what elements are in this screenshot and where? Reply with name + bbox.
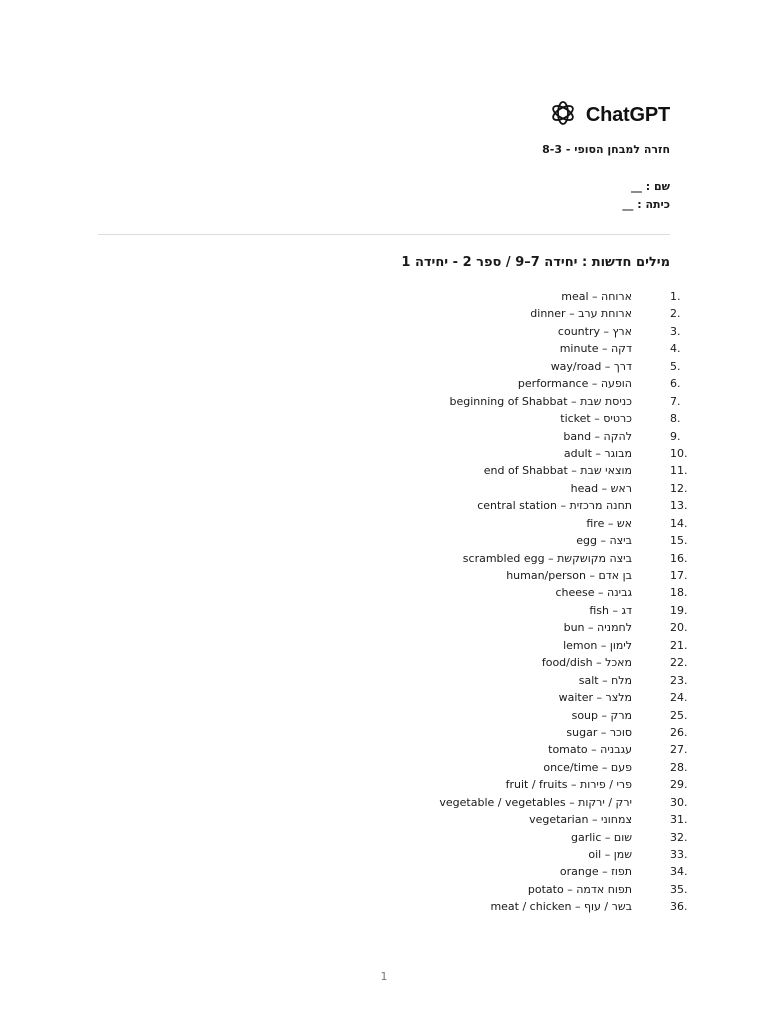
list-item-text: גבינה – cheese xyxy=(555,586,632,600)
list-item xyxy=(358,305,698,322)
list-item-number: 31. xyxy=(670,813,688,827)
list-item-text: סוכר – sugar xyxy=(566,725,632,739)
list-item-text: מרק – soup xyxy=(571,708,632,722)
list-item-number: 26. xyxy=(670,725,688,739)
list-item-text: ארוחת ערב – dinner xyxy=(530,307,632,321)
list-item-number: 9. xyxy=(670,429,681,443)
list-item xyxy=(358,863,698,880)
list-item-text: ביצה – egg xyxy=(576,534,632,548)
list-item xyxy=(358,340,698,357)
list-item xyxy=(358,759,698,776)
list-item xyxy=(358,619,698,636)
list-item-number: 30. xyxy=(670,795,688,809)
list-item xyxy=(358,445,698,462)
list-item-text: לחמניה – bun xyxy=(563,621,632,635)
list-item-text: מוצאי שבת – end of Shabbat xyxy=(483,464,632,478)
list-item-number: 25. xyxy=(670,708,688,722)
list-item-number: 4. xyxy=(670,342,681,356)
list-item-number: 22. xyxy=(670,656,688,670)
list-item-number: 10. xyxy=(670,446,688,460)
list-item-text: דרך – way/road xyxy=(550,359,632,373)
list-item-number: 24. xyxy=(670,691,688,705)
list-item xyxy=(358,428,698,445)
list-item xyxy=(358,741,698,758)
list-item-number: 17. xyxy=(670,569,688,582)
list-item-text: פעם – once/time xyxy=(543,760,632,774)
list-item-text: בן אדם – human/person xyxy=(506,569,632,582)
list-item-number: 6. xyxy=(670,377,681,391)
chatgpt-logo xyxy=(549,99,670,131)
list-item xyxy=(358,532,698,549)
list-item xyxy=(358,898,698,915)
list-item xyxy=(358,689,698,706)
list-item-number: 16. xyxy=(670,551,688,565)
list-item-text: ביצה מקושקשת – scrambled egg xyxy=(462,551,632,565)
list-item-text: כניסת שבת – beginning of Shabbat xyxy=(449,394,632,408)
openai-logo-icon xyxy=(549,99,577,131)
list-item-text: מבוגר – adult xyxy=(563,446,632,460)
list-item-number: 29. xyxy=(670,778,688,792)
list-item-text: דקה – minute xyxy=(559,342,632,356)
list-item xyxy=(358,410,698,427)
list-item-number: 13. xyxy=(670,499,688,513)
list-item-text: לימון – lemon xyxy=(563,638,632,652)
list-item-number: 5. xyxy=(670,359,681,373)
list-item xyxy=(358,497,698,514)
list-item xyxy=(358,515,698,532)
list-item-text: מאכל – food/dish xyxy=(541,656,632,670)
list-item-number: 21. xyxy=(670,638,688,652)
list-item xyxy=(358,637,698,654)
vocabulary-list xyxy=(358,288,698,916)
list-item xyxy=(358,567,698,584)
list-item-text: ירק / ירקות – vegetable / vegetables xyxy=(439,795,632,809)
list-item-text: פרי / פירות – fruit / fruits xyxy=(505,778,632,792)
list-item-text: עגבניה – tomato xyxy=(548,743,632,757)
list-item-number: 7. xyxy=(670,394,681,408)
list-item-number: 33. xyxy=(670,848,688,861)
brand-name: ChatGPT xyxy=(585,103,670,126)
list-item xyxy=(358,654,698,671)
class-field: כיתה : __ xyxy=(622,198,670,211)
list-item xyxy=(358,550,698,567)
list-item-text: בשר / עוף – meat / chicken xyxy=(490,900,632,914)
list-item xyxy=(358,724,698,741)
list-item-text: תפוז – orange xyxy=(559,865,632,879)
list-item-number: 19. xyxy=(670,603,688,617)
list-item-number: 1. xyxy=(670,290,681,303)
list-item-text: צמחוני – vegetarian xyxy=(529,813,632,827)
list-item xyxy=(358,358,698,375)
list-item-number: 34. xyxy=(670,865,688,879)
list-item-number: 8. xyxy=(670,412,681,426)
list-item xyxy=(358,811,698,828)
list-item xyxy=(358,672,698,689)
list-item xyxy=(358,323,698,340)
list-item xyxy=(358,462,698,479)
list-item-number: 11. xyxy=(670,464,688,478)
list-item-text: שום – garlic xyxy=(571,830,632,844)
divider xyxy=(98,234,670,235)
list-item-number: 18. xyxy=(670,586,688,600)
list-item xyxy=(358,776,698,793)
list-item-text: שמן – oil xyxy=(588,848,632,861)
list-item xyxy=(358,375,698,392)
list-item-number: 14. xyxy=(670,516,688,530)
list-item-text: תחנה מרכזית – central station xyxy=(477,499,632,513)
page-number: 1 xyxy=(380,970,388,983)
list-item xyxy=(358,288,698,305)
list-item-text: ראש – head xyxy=(570,481,632,495)
list-item xyxy=(358,707,698,724)
list-item-number: 3. xyxy=(670,324,681,338)
list-item xyxy=(358,794,698,811)
list-item-number: 23. xyxy=(670,673,688,687)
list-item-text: כרטיס – ticket xyxy=(560,412,632,426)
list-item-number: 27. xyxy=(670,743,688,757)
list-item-text: תפוח אדמה – potato xyxy=(527,882,632,896)
list-item-number: 2. xyxy=(670,307,681,321)
document-title: חזרה למבחן הסופי - 8-3 xyxy=(542,143,670,156)
list-item xyxy=(358,829,698,846)
section-title: מילים חדשות : יחידה 7–9 / ספר 2 - יחידה 1 xyxy=(401,255,670,270)
list-item-number: 28. xyxy=(670,760,688,774)
list-item-text: הופעה – performance xyxy=(517,377,632,391)
list-item-text: מלח – salt xyxy=(578,673,632,687)
list-item-number: 35. xyxy=(670,882,688,896)
list-item-number: 12. xyxy=(670,481,688,495)
list-item-text: ארץ – country xyxy=(557,324,632,338)
list-item xyxy=(358,393,698,410)
list-item xyxy=(358,602,698,619)
list-item-text: אש – fire xyxy=(586,516,632,530)
list-item-number: 20. xyxy=(670,621,688,635)
list-item xyxy=(358,480,698,497)
list-item xyxy=(358,584,698,601)
list-item xyxy=(358,881,698,898)
list-item-text: ארוחה – meal xyxy=(561,290,632,303)
list-item-text: להקה – band xyxy=(563,429,632,443)
name-field: שם : __ xyxy=(630,180,670,193)
list-item xyxy=(358,846,698,863)
list-item-text: דג – fish xyxy=(589,603,632,617)
list-item-number: 36. xyxy=(670,900,688,914)
list-item-number: 15. xyxy=(670,534,688,548)
list-item-number: 32. xyxy=(670,830,688,844)
list-item-text: מלצר – waiter xyxy=(558,691,632,705)
